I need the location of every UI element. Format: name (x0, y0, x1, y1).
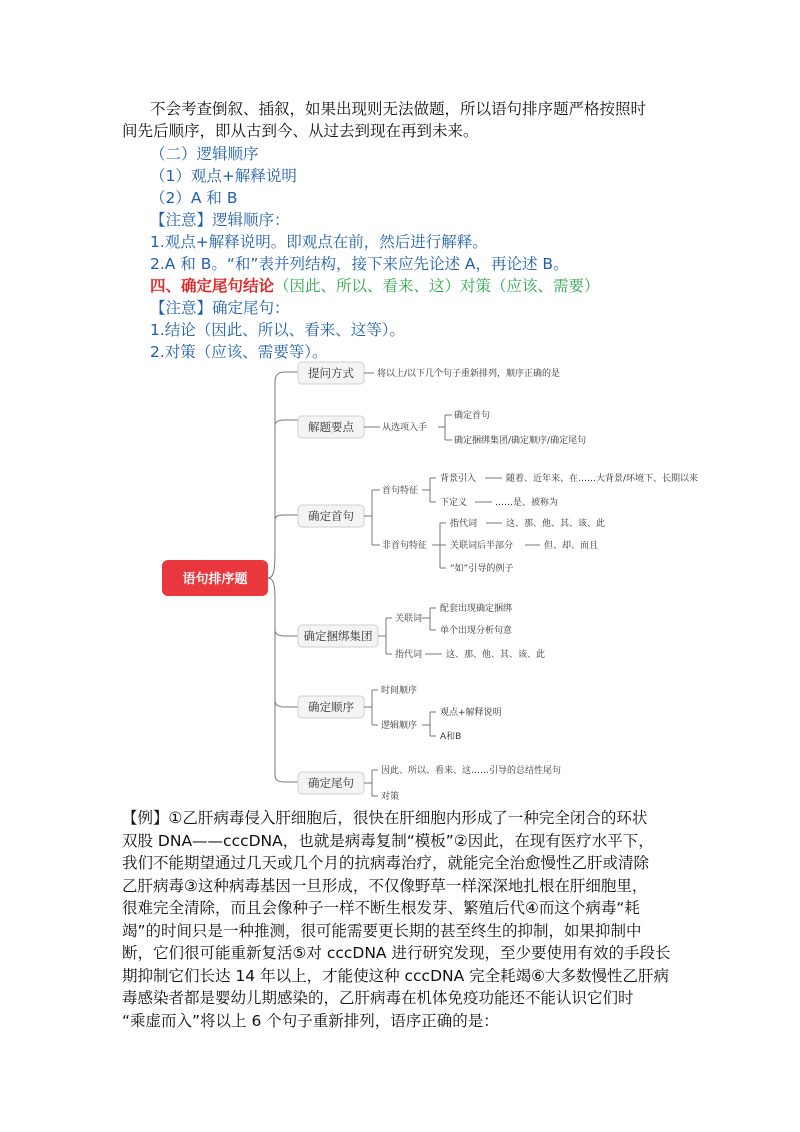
logic-note-2: 2.A 和 B。“和”表并列结构，接下来应先论述 A，再论述 B。 (150, 255, 569, 273)
example-line-5: 很难完全清除，而且会像种子一样不断生根发芽、繁殖后代④而这个病毒“耗 (122, 899, 640, 917)
example-line-9: 毒感染者都是婴幼儿期感染的，乙肝病毒在机体免疫功能还不能认识它们时 (122, 989, 634, 1007)
section4-note-1: 1.结论（因此、所以、看来、这等）。 (150, 321, 406, 339)
node-2-label: 解题要点 (308, 420, 354, 434)
example-line-6: 竭”的时间只是一种推测，很可能需要更长期的甚至终生的抑制，如果抑制中 (122, 922, 642, 940)
intro-line-2: 间先后顺序，即从古到今、从过去到现在再到未来。 (122, 122, 479, 140)
node-4-sub2: 指代词 (395, 650, 423, 660)
node-3-sub1-a-detail: 随着、近年来、在……大背景/环境下、长期以来 (506, 474, 699, 484)
node-5-sub2-b: A和B (440, 732, 462, 742)
mindmap-root: 语句排序题 (182, 572, 248, 587)
section4-note-2: 2.对策（应该、需要等）。 (150, 343, 328, 361)
logic-item-1: （1）观点+解释说明 (150, 167, 297, 185)
example-line-1: 【例】①乙肝病毒侵入肝细胞后，很快在肝细胞内形成了一种完全闭合的环状 (122, 809, 648, 827)
section4-heading (150, 275, 600, 297)
example-line-2: 双股 DNA——cccDNA，也就是病毒复制“模板”②因此，在现有医疗水平下， (122, 832, 654, 850)
node-3-sub2-b-detail: 但、却、而且 (544, 541, 599, 551)
example-line-7: 断，它们很可能重新复活⑤对 cccDNA 进行研究发现，至少要使用有效的手段长 (122, 944, 671, 962)
node-3-sub2-a: 指代词 (450, 519, 478, 529)
node-5-label: 确定顺序 (308, 700, 354, 714)
logic-note-title: 【注意】逻辑顺序： (150, 211, 290, 229)
example-line-10: “乘虚而入”将以上 6 个句子重新排列，语序正确的是： (122, 1012, 499, 1030)
node-2-leaf-1: 确定首句 (454, 411, 491, 421)
node-2-leaf-2: 确定捆绑集团/确定顺序/确定尾句 (454, 436, 587, 446)
node-6-label: 确定尾句 (308, 776, 354, 790)
logic-item-2: （2）A 和 B (150, 189, 238, 207)
node-1-label: 提问方式 (308, 366, 354, 380)
node-4-sub1: 关联词 (395, 614, 423, 624)
node-3-sub2-c: “如”引导的例子 (450, 564, 514, 574)
intro-line-1: 不会考查倒叙、插叙，如果出现则无法做题，所以语句排序题严格按照时 (150, 100, 647, 118)
logic-note-1: 1.观点+解释说明。即观点在前，然后进行解释。 (150, 233, 488, 251)
section4-heading-green: （因此、所以、看来、这）对策（应该、需要） (274, 277, 600, 295)
node-4-sub1-b: 单个出现分析句意 (440, 626, 513, 636)
node-3-label: 确定首句 (308, 509, 354, 523)
node-2-sub: 从选项入手 (382, 423, 428, 433)
example-line-3: 我们不能期望通过几天或几个月的抗病毒治疗，就能完全治愈慢性乙肝或清除 (122, 854, 650, 872)
node-3-sub1-a: 背景引入 (440, 474, 477, 484)
section4-heading-red: 四、确定尾句结论 (150, 277, 275, 295)
node-3-sub2: 非首句特征 (382, 541, 428, 551)
node-3-sub1-b: 下定义 (440, 498, 468, 508)
example-line-4: 乙肝病毒③这种病毒基因一旦形成，不仅像野草一样深深地扎根在肝细胞里， (122, 877, 648, 895)
node-4-sub2-detail: 这、那、他、其、该、此 (446, 650, 546, 660)
section4-note-title: 【注意】确定尾句： (150, 299, 290, 317)
node-4-sub1-a: 配套出现确定捆绑 (440, 604, 513, 614)
node-3-sub2-a-detail: 这、那、他、其、该、此 (506, 519, 606, 529)
node-3-sub1-b-detail: ……是、被称为 (495, 498, 559, 508)
node-5-sub2-a: 观点+解释说明 (440, 708, 502, 718)
node-6-leaf-1: 因此、所以、看来、这……引导的总结性尾句 (381, 766, 562, 776)
node-5-sub1: 时间顺序 (381, 686, 418, 696)
node-3-sub2-b: 关联词后半部分 (450, 541, 514, 551)
node-3-sub1: 首句特征 (382, 486, 419, 496)
mind-map (150, 360, 720, 800)
node-4-label: 确定捆绑集团 (303, 629, 373, 643)
node-6-leaf-2: 对策 (381, 792, 400, 800)
node-1-text: 将以上/以下几个句子重新排列，顺序正确的是 (377, 369, 561, 379)
logic-heading: （二）逻辑顺序 (150, 145, 259, 163)
example-line-8: 期抑制它们长达 14 年以上，才能使这种 cccDNA 完全耗竭⑥大多数慢性乙肝病 (122, 967, 670, 985)
node-5-sub2: 逻辑顺序 (381, 721, 418, 731)
